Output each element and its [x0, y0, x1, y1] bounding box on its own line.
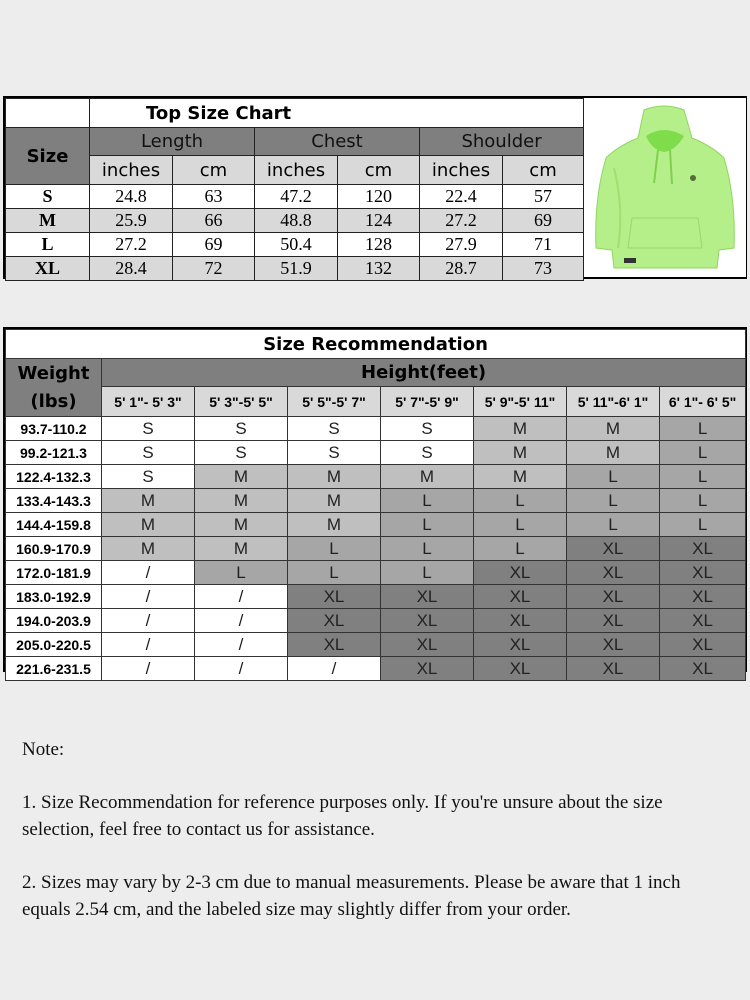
- recommended-size-cell: XL: [474, 585, 567, 609]
- weight-range: 160.9-170.9: [6, 537, 102, 561]
- recommended-size-cell: L: [288, 561, 381, 585]
- group-header-chest: Chest: [255, 128, 420, 156]
- height-range-header: 5' 5"-5' 7": [288, 387, 381, 417]
- recommended-size-cell: /: [102, 561, 195, 585]
- weight-range: 122.4-132.3: [6, 465, 102, 489]
- recommended-size-cell: L: [381, 489, 474, 513]
- recommended-size-cell: L: [474, 537, 567, 561]
- height-range-header: 5' 3"-5' 5": [195, 387, 288, 417]
- size-label: S: [6, 185, 90, 209]
- unit-header: cm: [338, 156, 420, 185]
- recommended-size-cell: XL: [660, 609, 746, 633]
- measurement-cell: 25.9: [90, 209, 173, 233]
- recommended-size-cell: S: [195, 417, 288, 441]
- recommended-size-cell: XL: [567, 537, 660, 561]
- recommended-size-cell: L: [660, 441, 746, 465]
- recommended-size-cell: L: [195, 561, 288, 585]
- recommended-size-cell: XL: [660, 633, 746, 657]
- measurement-cell: 69: [503, 209, 584, 233]
- size-chart-table: [5, 98, 584, 281]
- weight-range: 205.0-220.5: [6, 633, 102, 657]
- unit-header: cm: [503, 156, 584, 185]
- recommended-size-cell: M: [567, 441, 660, 465]
- recommended-size-cell: S: [195, 441, 288, 465]
- recommended-size-cell: L: [474, 489, 567, 513]
- recommended-size-cell: XL: [567, 657, 660, 681]
- note-item: 1. Size Recommendation for reference purposes only. If you're unsure about the size selection, feel free to contact us for assistance.: [22, 792, 663, 840]
- measurement-cell: 48.8: [255, 209, 338, 233]
- measurement-cell: 120: [338, 185, 420, 209]
- recommended-size-cell: M: [102, 537, 195, 561]
- recommended-size-cell: M: [195, 537, 288, 561]
- weight-range: 99.2-121.3: [6, 441, 102, 465]
- recommended-size-cell: L: [660, 465, 746, 489]
- recommended-size-cell: XL: [474, 561, 567, 585]
- size-label: L: [6, 233, 90, 257]
- recommended-size-cell: XL: [381, 585, 474, 609]
- weight-row: [6, 417, 746, 441]
- recommended-size-cell: M: [474, 417, 567, 441]
- top-size-chart: [3, 96, 747, 279]
- notes-section: [22, 736, 732, 949]
- size-chart-title: Top Size Chart: [90, 99, 584, 128]
- recommended-size-cell: S: [102, 441, 195, 465]
- height-range-header: 5' 11"-6' 1": [567, 387, 660, 417]
- weight-range: 93.7-110.2: [6, 417, 102, 441]
- recommendation-title: Size Recommendation: [6, 330, 746, 359]
- measurement-cell: 63: [173, 185, 255, 209]
- size-label: XL: [6, 257, 90, 281]
- recommended-size-cell: L: [567, 489, 660, 513]
- weight-header-line2: (lbs): [30, 390, 77, 412]
- height-range-header: 5' 9"-5' 11": [474, 387, 567, 417]
- recommended-size-cell: L: [381, 537, 474, 561]
- measurement-cell: 50.4: [255, 233, 338, 257]
- size-column-header: Size: [6, 128, 90, 185]
- recommended-size-cell: S: [102, 465, 195, 489]
- measurement-cell: 71: [503, 233, 584, 257]
- weight-range: 144.4-159.8: [6, 513, 102, 537]
- recommended-size-cell: XL: [474, 633, 567, 657]
- notes-heading: Note:: [22, 739, 65, 760]
- measurement-cell: 28.4: [90, 257, 173, 281]
- measurement-cell: 22.4: [420, 185, 503, 209]
- unit-header: cm: [173, 156, 255, 185]
- measurement-cell: 27.2: [420, 209, 503, 233]
- recommended-size-cell: L: [660, 489, 746, 513]
- height-header: Height(feet): [102, 359, 746, 387]
- recommended-size-cell: M: [195, 513, 288, 537]
- note-item: 2. Sizes may vary by 2-3 cm due to manual measurements. Please be aware that 1 inch equals 2.54 cm, and the labeled size may slightly differ from your order.: [22, 872, 681, 920]
- weight-range: 172.0-181.9: [6, 561, 102, 585]
- recommended-size-cell: L: [567, 513, 660, 537]
- weight-range: 133.4-143.3: [6, 489, 102, 513]
- measurement-cell: 124: [338, 209, 420, 233]
- unit-header: inches: [255, 156, 338, 185]
- recommended-size-cell: XL: [381, 657, 474, 681]
- recommended-size-cell: M: [474, 441, 567, 465]
- recommended-size-cell: XL: [567, 609, 660, 633]
- recommended-size-cell: XL: [660, 657, 746, 681]
- recommended-size-cell: L: [288, 537, 381, 561]
- group-header-shoulder: Shoulder: [420, 128, 584, 156]
- recommended-size-cell: XL: [474, 657, 567, 681]
- weight-row: [6, 609, 746, 633]
- weight-range: 183.0-192.9: [6, 585, 102, 609]
- height-range-header: 6' 1"- 6' 5": [660, 387, 746, 417]
- size-row: [6, 185, 584, 209]
- measurement-cell: 27.2: [90, 233, 173, 257]
- recommended-size-cell: L: [660, 513, 746, 537]
- recommended-size-cell: M: [288, 465, 381, 489]
- unit-header: inches: [420, 156, 503, 185]
- product-image: [583, 98, 746, 277]
- weight-row: [6, 657, 746, 681]
- weight-header: [6, 359, 102, 417]
- recommended-size-cell: L: [474, 513, 567, 537]
- recommended-size-cell: XL: [567, 585, 660, 609]
- recommended-size-cell: /: [102, 633, 195, 657]
- recommended-size-cell: XL: [474, 609, 567, 633]
- weight-header-line1: Weight: [17, 362, 90, 384]
- recommended-size-cell: M: [567, 417, 660, 441]
- measurement-cell: 51.9: [255, 257, 338, 281]
- weight-row: [6, 489, 746, 513]
- recommended-size-cell: /: [102, 585, 195, 609]
- recommended-size-cell: /: [195, 657, 288, 681]
- hoodie-image: [584, 98, 746, 277]
- recommended-size-cell: XL: [567, 561, 660, 585]
- recommended-size-cell: XL: [660, 537, 746, 561]
- measurement-cell: 72: [173, 257, 255, 281]
- recommended-size-cell: M: [288, 489, 381, 513]
- recommendation-table: [5, 329, 746, 681]
- recommended-size-cell: /: [195, 633, 288, 657]
- recommended-size-cell: XL: [288, 585, 381, 609]
- recommended-size-cell: S: [381, 441, 474, 465]
- weight-row: [6, 465, 746, 489]
- weight-range: 221.6-231.5: [6, 657, 102, 681]
- recommended-size-cell: XL: [288, 609, 381, 633]
- measurement-cell: 69: [173, 233, 255, 257]
- recommended-size-cell: XL: [381, 609, 474, 633]
- height-range-header: 5' 7"-5' 9": [381, 387, 474, 417]
- measurement-cell: 132: [338, 257, 420, 281]
- measurement-cell: 27.9: [420, 233, 503, 257]
- measurement-cell: 128: [338, 233, 420, 257]
- recommended-size-cell: XL: [660, 561, 746, 585]
- size-row: [6, 257, 584, 281]
- height-range-header: 5' 1"- 5' 3": [102, 387, 195, 417]
- measurement-cell: 66: [173, 209, 255, 233]
- recommended-size-cell: XL: [381, 633, 474, 657]
- weight-row: [6, 537, 746, 561]
- recommended-size-cell: /: [102, 657, 195, 681]
- measurement-cell: 57: [503, 185, 584, 209]
- recommended-size-cell: S: [288, 417, 381, 441]
- weight-row: [6, 513, 746, 537]
- recommended-size-cell: S: [288, 441, 381, 465]
- size-label: M: [6, 209, 90, 233]
- recommended-size-cell: S: [102, 417, 195, 441]
- recommended-size-cell: XL: [567, 633, 660, 657]
- recommended-size-cell: M: [474, 465, 567, 489]
- recommended-size-cell: M: [102, 489, 195, 513]
- size-recommendation: [3, 327, 747, 678]
- weight-row: [6, 585, 746, 609]
- weight-row: [6, 561, 746, 585]
- group-header-length: Length: [90, 128, 255, 156]
- recommended-size-cell: XL: [288, 633, 381, 657]
- recommended-size-cell: /: [102, 609, 195, 633]
- recommended-size-cell: M: [102, 513, 195, 537]
- recommended-size-cell: L: [381, 561, 474, 585]
- recommended-size-cell: S: [381, 417, 474, 441]
- weight-range: 194.0-203.9: [6, 609, 102, 633]
- recommended-size-cell: L: [381, 513, 474, 537]
- size-row: [6, 209, 584, 233]
- recommended-size-cell: /: [195, 585, 288, 609]
- recommended-size-cell: XL: [660, 585, 746, 609]
- recommended-size-cell: M: [288, 513, 381, 537]
- weight-row: [6, 633, 746, 657]
- measurement-cell: 47.2: [255, 185, 338, 209]
- recommended-size-cell: M: [195, 465, 288, 489]
- recommended-size-cell: L: [660, 417, 746, 441]
- unit-header: inches: [90, 156, 173, 185]
- measurement-cell: 24.8: [90, 185, 173, 209]
- recommended-size-cell: L: [567, 465, 660, 489]
- recommended-size-cell: /: [195, 609, 288, 633]
- weight-row: [6, 441, 746, 465]
- size-row: [6, 233, 584, 257]
- recommended-size-cell: M: [381, 465, 474, 489]
- measurement-cell: 73: [503, 257, 584, 281]
- recommended-size-cell: M: [195, 489, 288, 513]
- recommended-size-cell: /: [288, 657, 381, 681]
- measurement-cell: 28.7: [420, 257, 503, 281]
